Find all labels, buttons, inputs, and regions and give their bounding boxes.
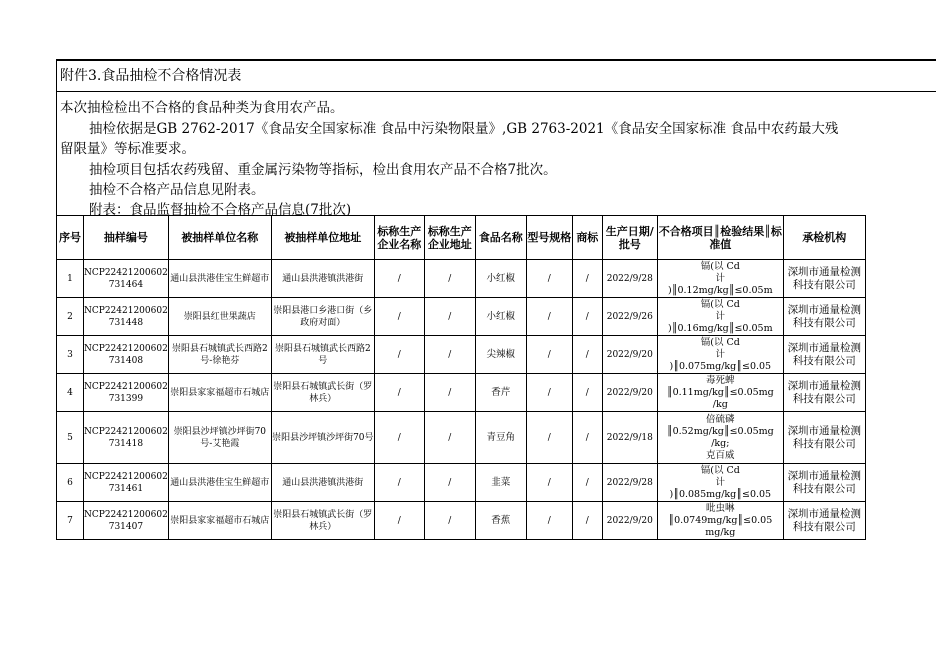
cell-brand: / [572,464,602,502]
header-sampled-name: 被抽样单位名称 [168,216,271,260]
table-row [57,260,866,298]
table-row [57,336,866,374]
cell-mfr-name: / [374,298,424,336]
cell-sampled-addr: 崇阳县石城镇武长西路2号 [271,336,374,374]
cell-spec: / [526,502,572,540]
cell-lab: 深圳市通量检测科技有限公司 [783,502,865,540]
header-mfr-addr: 标称生产企业地址 [424,216,475,260]
intro-line: 抽检依据是GB 2762-2017《食品安全国家标准 食品中污染物限量》,GB 2763-2021《食品安全国家标准 食品中农药最大残 [89,121,839,137]
cell-seq: 3 [57,336,84,374]
cell-brand: / [572,374,602,412]
cell-lab: 深圳市通量检测科技有限公司 [783,412,865,464]
cell-seq: 2 [57,298,84,336]
cell-mfr-addr: / [424,412,475,464]
cell-food: 韭菜 [475,464,526,502]
cell-sample-no: NCP22421200602 731461 [84,464,169,502]
intro-paragraph [56,92,936,216]
cell-lab: 深圳市通量检测科技有限公司 [783,374,865,412]
cell-seq: 5 [57,412,84,464]
cell-seq: 4 [57,374,84,412]
cell-spec: / [526,464,572,502]
cell-sampled-name: 崇阳县石城镇武长西路2号-徐艳芬 [168,336,271,374]
cell-sample-no: NCP22421200602 731408 [84,336,169,374]
table-row [57,464,866,502]
cell-mfr-addr: / [424,502,475,540]
cell-sample-no: NCP22421200602 731399 [84,374,169,412]
cell-sampled-name: 崇阳县家家福超市石城店 [168,502,271,540]
cell-lab: 深圳市通量检测科技有限公司 [783,464,865,502]
intro-line: 抽检不合格产品信息见附表。 [89,182,265,198]
header-mfr-name: 标称生产企业名称 [374,216,424,260]
cell-sampled-name: 崇阳县家家福超市石城店 [168,374,271,412]
table-row [57,374,866,412]
cell-food: 青豆角 [475,412,526,464]
cell-mfr-addr: / [424,260,475,298]
cell-date: 2022/9/20 [602,336,657,374]
cell-brand: / [572,336,602,374]
cell-sampled-addr: 崇阳县石城镇武长街（罗林兵） [271,374,374,412]
cell-sample-no: NCP22421200602 731418 [84,412,169,464]
cell-date: 2022/9/18 [602,412,657,464]
cell-food: 香芹 [475,374,526,412]
header-food: 食品名称 [475,216,526,260]
cell-food: 小红椒 [475,298,526,336]
cell-mfr-name: / [374,374,424,412]
cell-brand: / [572,412,602,464]
cell-brand: / [572,260,602,298]
cell-result: 毒死蜱 ║0.11mg/kg║≤0.05mg /kg [657,374,783,412]
cell-lab: 深圳市通量检测科技有限公司 [783,298,865,336]
cell-mfr-name: / [374,336,424,374]
cell-sample-no: NCP22421200602 731464 [84,260,169,298]
cell-sampled-addr: 崇阳县石城镇武长街（罗林兵） [271,502,374,540]
cell-seq: 1 [57,260,84,298]
cell-result: 镉(以 Cd 计 )║0.085mg/kg║≤0.05 [657,464,783,502]
table-row [57,412,866,464]
intro-line: 附表：食品监督抽检不合格产品信息(7批次) [89,202,352,216]
header-lab: 承检机构 [783,216,865,260]
cell-mfr-addr: / [424,336,475,374]
cell-spec: / [526,412,572,464]
header-brand: 商标 [572,216,602,260]
cell-food: 香蕉 [475,502,526,540]
cell-brand: / [572,298,602,336]
cell-spec: / [526,260,572,298]
cell-spec: / [526,298,572,336]
cell-food: 小红椒 [475,260,526,298]
cell-date: 2022/9/28 [602,464,657,502]
cell-result: 镉(以 Cd 计 )║0.16mg/kg║≤0.05m [657,298,783,336]
cell-sampled-name: 通山县洪港佳宝生鲜超市 [168,464,271,502]
cell-date: 2022/9/20 [602,502,657,540]
cell-mfr-addr: / [424,374,475,412]
cell-spec: / [526,336,572,374]
header-spec: 型号规格 [526,216,572,260]
header-sampled-addr: 被抽样单位地址 [271,216,374,260]
cell-spec: / [526,374,572,412]
cell-sampled-addr: 崇阳县沙坪镇沙坪街70号 [271,412,374,464]
cell-result: 倍硫磷 ║0.52mg/kg║≤0.05mg /kg; 克百威 [657,412,783,464]
cell-seq: 6 [57,464,84,502]
table-header-row [57,216,866,260]
intro-line: 留限量》等标准要求。 [60,141,195,157]
table-row [57,298,866,336]
cell-date: 2022/9/26 [602,298,657,336]
cell-seq: 7 [57,502,84,540]
cell-mfr-name: / [374,502,424,540]
cell-date: 2022/9/28 [602,260,657,298]
cell-mfr-addr: / [424,464,475,502]
cell-lab: 深圳市通量检测科技有限公司 [783,336,865,374]
cell-sampled-name: 崇阳县沙坪镇沙坪街70号-艾艳霞 [168,412,271,464]
cell-result: 镉(以 Cd 计 )║0.075mg/kg║≤0.05 [657,336,783,374]
header-result: 不合格项目║检验结果║标准值 [657,216,783,260]
cell-sampled-addr: 崇阳县港口乡港口街（乡政府对面） [271,298,374,336]
cell-sample-no: NCP22421200602 731448 [84,298,169,336]
cell-lab: 深圳市通量检测科技有限公司 [783,260,865,298]
unqualified-food-table [56,215,866,540]
cell-mfr-name: / [374,412,424,464]
cell-result: 镉(以 Cd 计 )║0.12mg/kg║≤0.05m [657,260,783,298]
table-row [57,502,866,540]
cell-result: 吡虫啉 ║0.0749mg/kg║≤0.05 mg/kg [657,502,783,540]
cell-sampled-name: 崇阳县红世果蔬店 [168,298,271,336]
header-seq: 序号 [57,216,84,260]
cell-sample-no: NCP22421200602 731407 [84,502,169,540]
cell-sampled-name: 通山县洪港佳宝生鲜超市 [168,260,271,298]
cell-food: 尖辣椒 [475,336,526,374]
cell-sampled-addr: 通山县洪港镇洪港街 [271,260,374,298]
cell-mfr-addr: / [424,298,475,336]
cell-brand: / [572,502,602,540]
header-sample-no: 抽样编号 [84,216,169,260]
cell-sampled-addr: 通山县洪港镇洪港街 [271,464,374,502]
cell-date: 2022/9/20 [602,374,657,412]
intro-line: 本次抽检检出不合格的食品种类为食用农产品。 [60,100,344,116]
intro-line: 抽检项目包括农药残留、重金属污染物等指标，检出食用农产品不合格7批次。 [89,162,557,178]
cell-mfr-name: / [374,464,424,502]
page-title: 附件3.食品抽检不合格情况表 [56,59,936,92]
cell-mfr-name: / [374,260,424,298]
header-date: 生产日期/批号 [602,216,657,260]
